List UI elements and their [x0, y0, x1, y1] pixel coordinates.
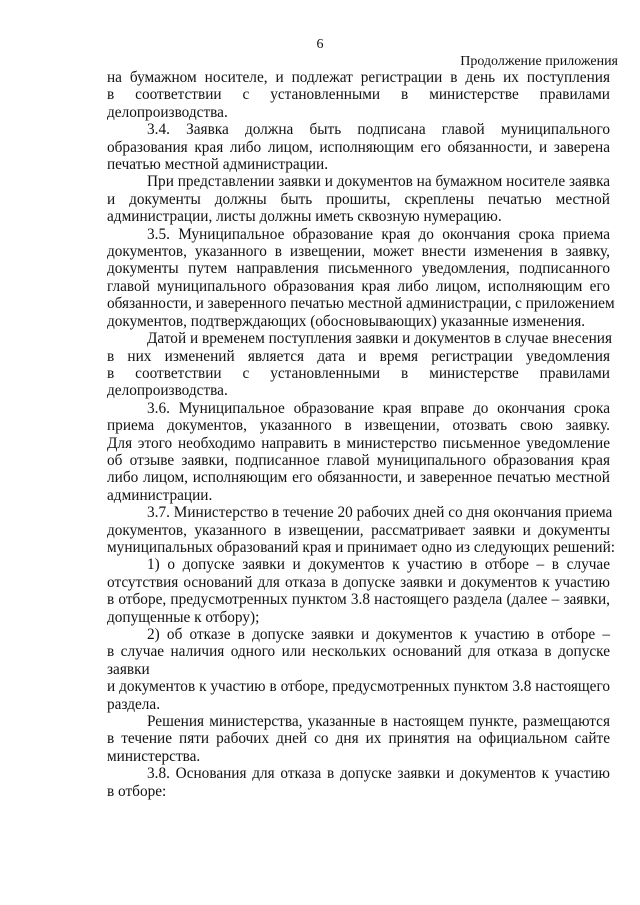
- text-line: министерства.: [107, 747, 201, 765]
- text-line: 1) о допуске заявки и документов к участию в отборе – в случае: [147, 556, 610, 574]
- text-line: документов, указанного в извещении, рассматривает заявки и документы: [107, 521, 610, 539]
- continuation-label: Продолжение приложения: [460, 54, 618, 69]
- text-line: Датой и временем поступления заявки и документов в случае внесения: [147, 330, 613, 348]
- text-line: администрации.: [107, 486, 213, 504]
- text-line: документы путем направления письменного уведомления, подписанного: [107, 260, 610, 278]
- text-line: Решения министерства, указанные в настоящем пункте, размещаются: [147, 713, 610, 731]
- text-line: 3.6. Муниципальное образование края вправе до окончания срока: [147, 399, 610, 417]
- text-line: муниципальных образований края и принимает одно из следующих решений:: [107, 538, 616, 556]
- text-line: на бумажном носителе, и подлежат регистрации в день их поступления: [107, 69, 610, 86]
- text-line: либо лицом, исполняющим его обязанности, и заверенное печатью местной: [107, 469, 610, 487]
- paragraph: [107, 173, 610, 225]
- text-line: 3.5. Муниципальное образование края до окончания срока приема: [147, 225, 610, 243]
- text-line: в отборе, предусмотренных пунктом 3.8 настоящего раздела (далее – заявки,: [107, 591, 610, 609]
- paragraph: [107, 225, 615, 330]
- text-line: образования края либо лицом, исполняющим его обязанности, и заверена: [107, 138, 610, 156]
- paragraph: [107, 504, 616, 556]
- text-line: 3.7. Министерство в течение 20 рабочих дней со дня окончания приема: [147, 504, 613, 522]
- text-line: в соответствии с установленными в министерстве правилами: [107, 86, 610, 104]
- text-line: приема документов, указанного в извещении, отозвать свою заявку.: [107, 417, 610, 435]
- text-line: делопроизводства.: [107, 382, 228, 400]
- text-line: отсутствия оснований для отказа в допуске заявки и документов к участию: [107, 573, 610, 591]
- text-line: заявки: [107, 660, 150, 678]
- text-line: печатью местной администрации.: [107, 156, 329, 174]
- paragraph: [107, 400, 610, 504]
- text-line: обязанности, и заверенного печатью местной администрации, с приложением: [107, 295, 615, 313]
- paragraph: [107, 121, 610, 173]
- text-line: При представлении заявки и документов на бумажном носителе заявка: [147, 173, 611, 191]
- text-line: в них изменений является дата и время регистрации уведомления: [107, 347, 610, 365]
- text-line: документов, подтверждающих (обосновывающих) указанные изменения.: [107, 312, 586, 330]
- text-line: в течение пяти рабочих дней со дня их принятия на официальном сайте: [107, 730, 610, 748]
- paragraph: [107, 713, 610, 765]
- text-line: документов, указанного в извещении, может внести изменения в заявку,: [107, 243, 610, 261]
- text-line: допущенные к отбору);: [107, 608, 260, 626]
- text-line: 2) об отказе в допуске заявки и документов к участию в отборе –: [147, 626, 610, 643]
- document-body: [107, 69, 616, 800]
- paragraph: [107, 556, 610, 626]
- text-line: об отзыве заявки, подписанное главой муниципального образования края: [107, 451, 610, 469]
- text-line: раздела.: [107, 695, 161, 713]
- text-line: в отборе:: [107, 782, 167, 800]
- text-line: 3.4. Заявка должна быть подписана главой муниципального: [147, 121, 610, 139]
- text-line: и документов к участию в отборе, предусмотренных пунктом 3.8 настоящего: [107, 678, 610, 696]
- paragraph: [107, 69, 610, 121]
- paragraph: [107, 626, 610, 713]
- text-line: 3.8. Основания для отказа в допуске заявки и документов к участию: [147, 765, 610, 783]
- text-line: Для этого необходимо направить в министерство письменное уведомление: [107, 434, 610, 452]
- text-line: делопроизводства.: [107, 103, 228, 121]
- text-line: и документы должны быть прошиты, скреплены печатью местной: [107, 190, 610, 208]
- text-line: администрации, листы должны иметь сквозную нумерацию.: [107, 208, 502, 226]
- paragraph: [107, 765, 610, 800]
- text-line: главой муниципального образования края либо лицом, исполняющим его: [107, 277, 610, 295]
- paragraph: [107, 330, 613, 400]
- page-number: 6: [316, 37, 324, 52]
- text-line: в случае наличия одного или нескольких оснований для отказа в допуске: [107, 643, 610, 661]
- text-line: в соответствии с установленными в министерстве правилами: [107, 364, 610, 382]
